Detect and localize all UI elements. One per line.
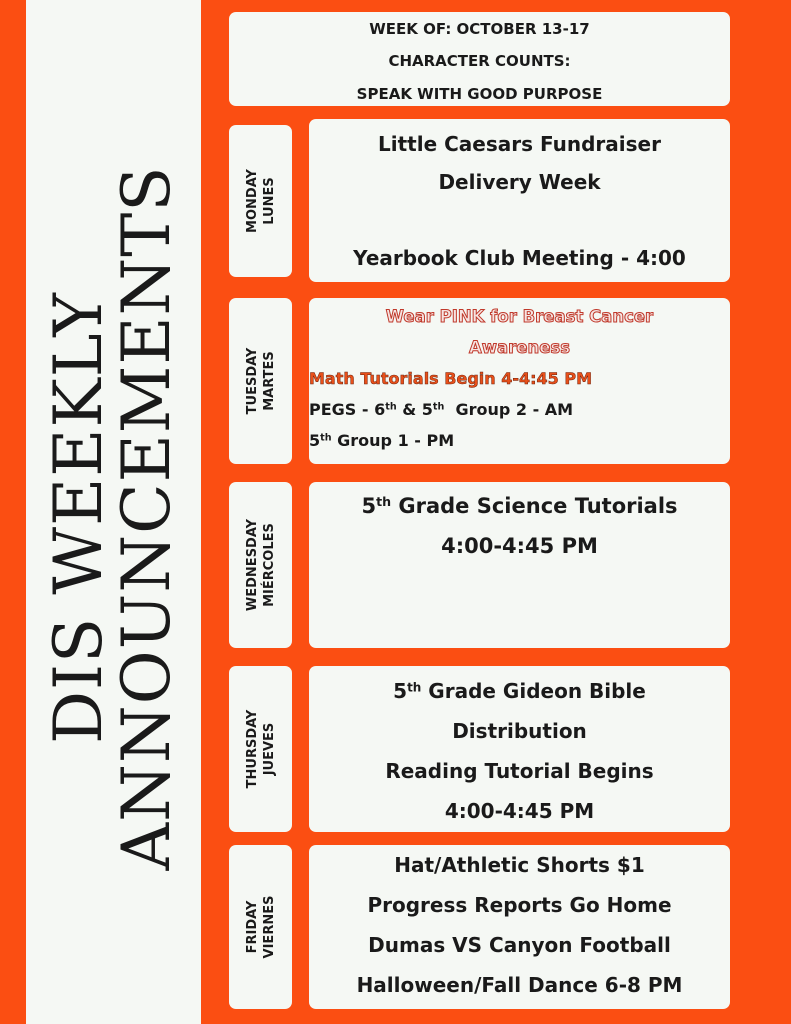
event-line: Yearbook Club Meeting - 4:00: [353, 246, 686, 270]
page-title: [40, 165, 185, 871]
event-line: Dumas VS Canyon Football: [368, 933, 671, 957]
day-es: JUEVES: [261, 722, 277, 776]
day-es: VIERNES: [261, 895, 277, 959]
day-es: MIÉRCOLES: [261, 523, 277, 607]
day-es: MARTES: [261, 351, 277, 411]
day-es: LUNES: [261, 177, 277, 225]
event-line: Reading Tutorial Begins: [385, 759, 654, 783]
day-en: MONDAY: [244, 169, 260, 233]
day-en: WEDNESDAY: [244, 518, 260, 612]
week-header: [229, 12, 730, 106]
character-theme: SPEAK WITH GOOD PURPOSE: [356, 85, 603, 103]
title-line-2: ANNOUNCEMENTS: [108, 165, 185, 871]
day-wednesday: [229, 482, 292, 648]
day-en: FRIDAY: [244, 900, 260, 954]
event-line-pink: Wear PINK for Breast Cancer: [385, 307, 654, 326]
day-label-monday: [244, 169, 278, 233]
title-line-1: DIS WEEKLY: [40, 292, 117, 744]
event-line: 4:00-4:45 PM: [444, 799, 595, 823]
event-line: Hat/Athletic Shorts $1: [394, 853, 645, 877]
day-en: THURSDAY: [244, 709, 260, 789]
event-line-math: Math Tutorials Begin 4-4:45 PM: [309, 369, 592, 388]
day-friday: [229, 845, 292, 1009]
event-line-pegs: PEGS - 6th & 5th Group 2 - AM: [309, 400, 574, 419]
events-friday: [309, 845, 730, 1009]
event-line: Little Caesars Fundraiser: [378, 132, 661, 156]
event-line: Halloween/Fall Dance 6-8 PM: [356, 973, 683, 997]
day-thursday: [229, 666, 292, 832]
day-label-thursday: [244, 710, 278, 789]
event-line-pink: Awareness: [468, 338, 571, 357]
event-line: Delivery Week: [438, 170, 601, 194]
day-label-friday: [244, 896, 278, 959]
events-thursday: [309, 666, 730, 832]
event-line: Distribution: [452, 719, 587, 743]
event-line: 5th Grade Gideon Bible: [393, 679, 646, 703]
character-counts: CHARACTER COUNTS:: [388, 52, 571, 70]
day-en: TUESDAY: [244, 347, 260, 415]
week-of: WEEK OF: OCTOBER 13-17: [369, 20, 590, 38]
event-line: 5th Grade Science Tutorials: [361, 494, 678, 518]
event-line: Progress Reports Go Home: [367, 893, 672, 917]
day-monday: [229, 125, 292, 277]
day-tuesday: [229, 298, 292, 464]
day-label-tuesday: [244, 348, 278, 415]
event-line-group1: 5th Group 1 - PM: [309, 431, 455, 450]
events-tuesday: [309, 298, 730, 464]
events-wednesday: [309, 482, 730, 648]
event-line: 4:00-4:45 PM: [441, 534, 598, 558]
events-monday: [309, 119, 730, 282]
day-label-wednesday: [244, 519, 278, 611]
